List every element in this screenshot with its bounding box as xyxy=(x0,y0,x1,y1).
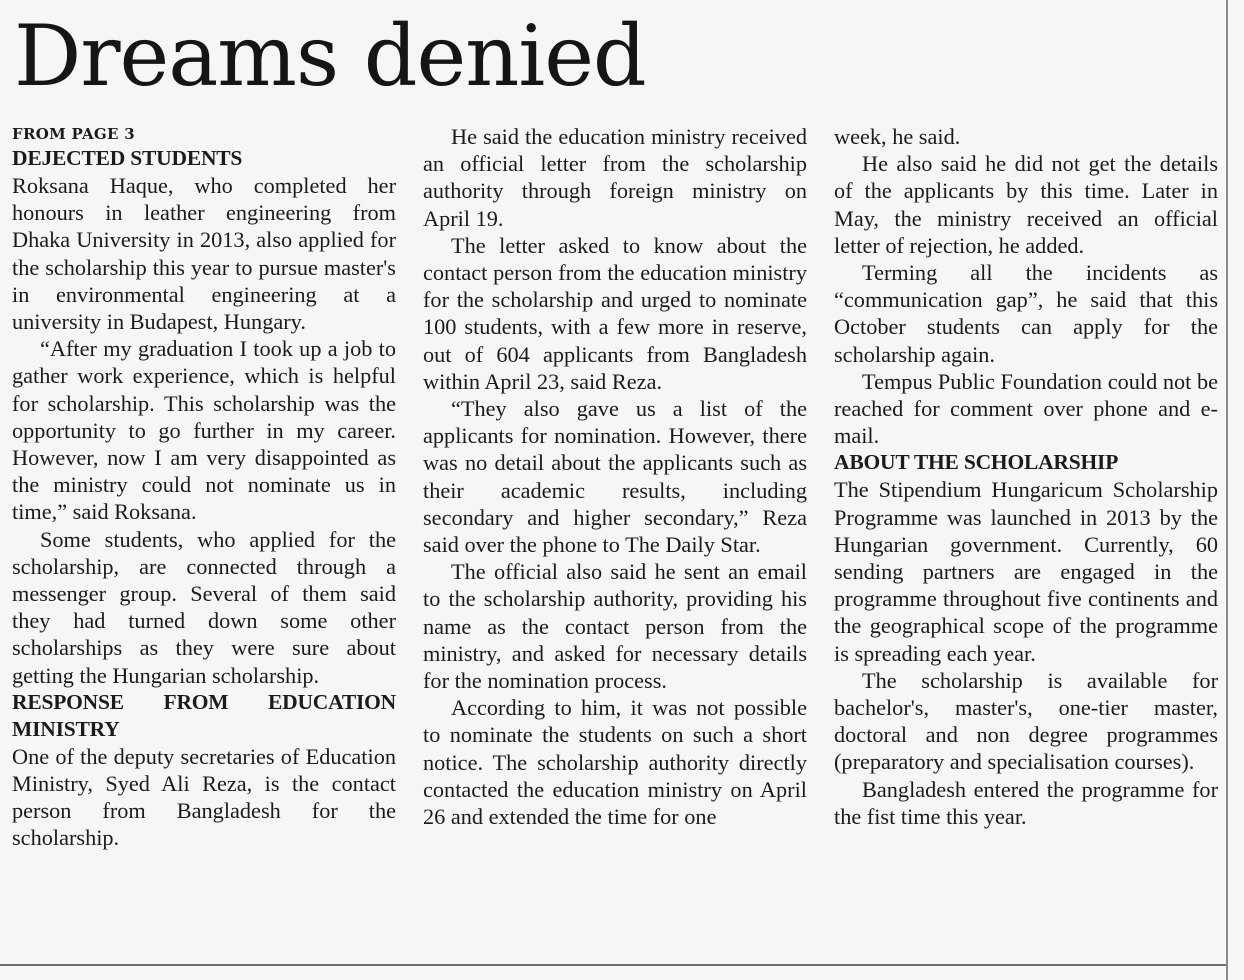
paragraph: Roksana Haque, who completed her honours in leather engineering from Dhaka University in 2013, also applied for the scholarship this year to pursue master's in environmental engineering at a university in Budapest, Hungary. xyxy=(12,173,396,335)
paragraph: The official also said he sent an email to the scholarship authority, providing his name as the contact person from the ministry, and asked for necessary details for the nomination process. xyxy=(423,559,807,694)
column-2 xyxy=(423,123,807,830)
paragraph: The Stipendium Hungaricum Scholarship Programme was launched in 2013 by the Hungarian government. Currently, 60 sending partners are engaged in the programme throughout five continents and the geographical scope of the programme is spreading each year. xyxy=(834,477,1218,666)
paragraph: The letter asked to know about the contact person from the education ministry for the scholarship and urged to nominate 100 students, with a few more in reserve, out of 604 applicants from Bangladesh within April 23, said Reza. xyxy=(423,232,807,394)
paragraph: Bangladesh entered the programme for the fist time this year. xyxy=(834,776,1218,829)
column-rule xyxy=(1226,0,1228,980)
column-1 xyxy=(12,123,396,852)
paragraph: “After my graduation I took up a job to gather work experience, which is helpful for scholarship. This scholarship was the opportunity to go further in my career. However, now I am very disappointed as the ministry could not nominate us in time,” said Roksana. xyxy=(12,336,396,525)
paragraph: week, he said. xyxy=(834,124,961,149)
headline: Dreams denied xyxy=(14,7,646,105)
subhead-response-ministry: RESPONSE FROM EDUCATION MINISTRY xyxy=(12,689,396,741)
paragraph: The scholarship is available for bachelor's, master's, one-tier master, doctoral and non degree programmes (preparatory and specialisation courses). xyxy=(834,667,1218,775)
paragraph: He said the education ministry received an official letter from the scholarship authority through foreign ministry on April 19. xyxy=(423,124,807,231)
column-3 xyxy=(834,123,1218,830)
paragraph: According to him, it was not possible to nominate the students on such a short notice. The scholarship authority directly contacted the education ministry on April 26 and extended the time for one xyxy=(423,695,807,830)
paragraph: Some students, who applied for the scholarship, are connected through a messenger group. Several of them said they had turned down some other scholarships as they were sure about getting the Hungarian scholarship. xyxy=(12,526,396,688)
paragraph: One of the deputy secretaries of Education Ministry, Syed Ali Reza, is the contact person from Bangladesh for the scholarship. xyxy=(12,743,396,851)
kicker: FROM PAGE 3 xyxy=(12,125,136,143)
paragraph: Tempus Public Foundation could not be reached for comment over phone and e-mail. xyxy=(834,368,1218,449)
bottom-rule xyxy=(0,964,1226,966)
subhead-about-scholarship: ABOUT THE SCHOLARSHIP xyxy=(834,450,1119,475)
subhead-dejected-students: DEJECTED STUDENTS xyxy=(12,146,243,170)
paragraph: “They also gave us a list of the applicants for nomination. However, there was no detail about the applicants such as their academic results, including secondary and higher secondary,” Reza said over the phone to The Daily Star. xyxy=(423,396,807,558)
paragraph: He also said he did not get the details of the applicants by this time. Later in May, the ministry received an official letter of rejection, he added. xyxy=(834,151,1218,258)
paragraph: Terming all the incidents as “communication gap”, he said that this October students can apply for the scholarship again. xyxy=(834,260,1218,367)
